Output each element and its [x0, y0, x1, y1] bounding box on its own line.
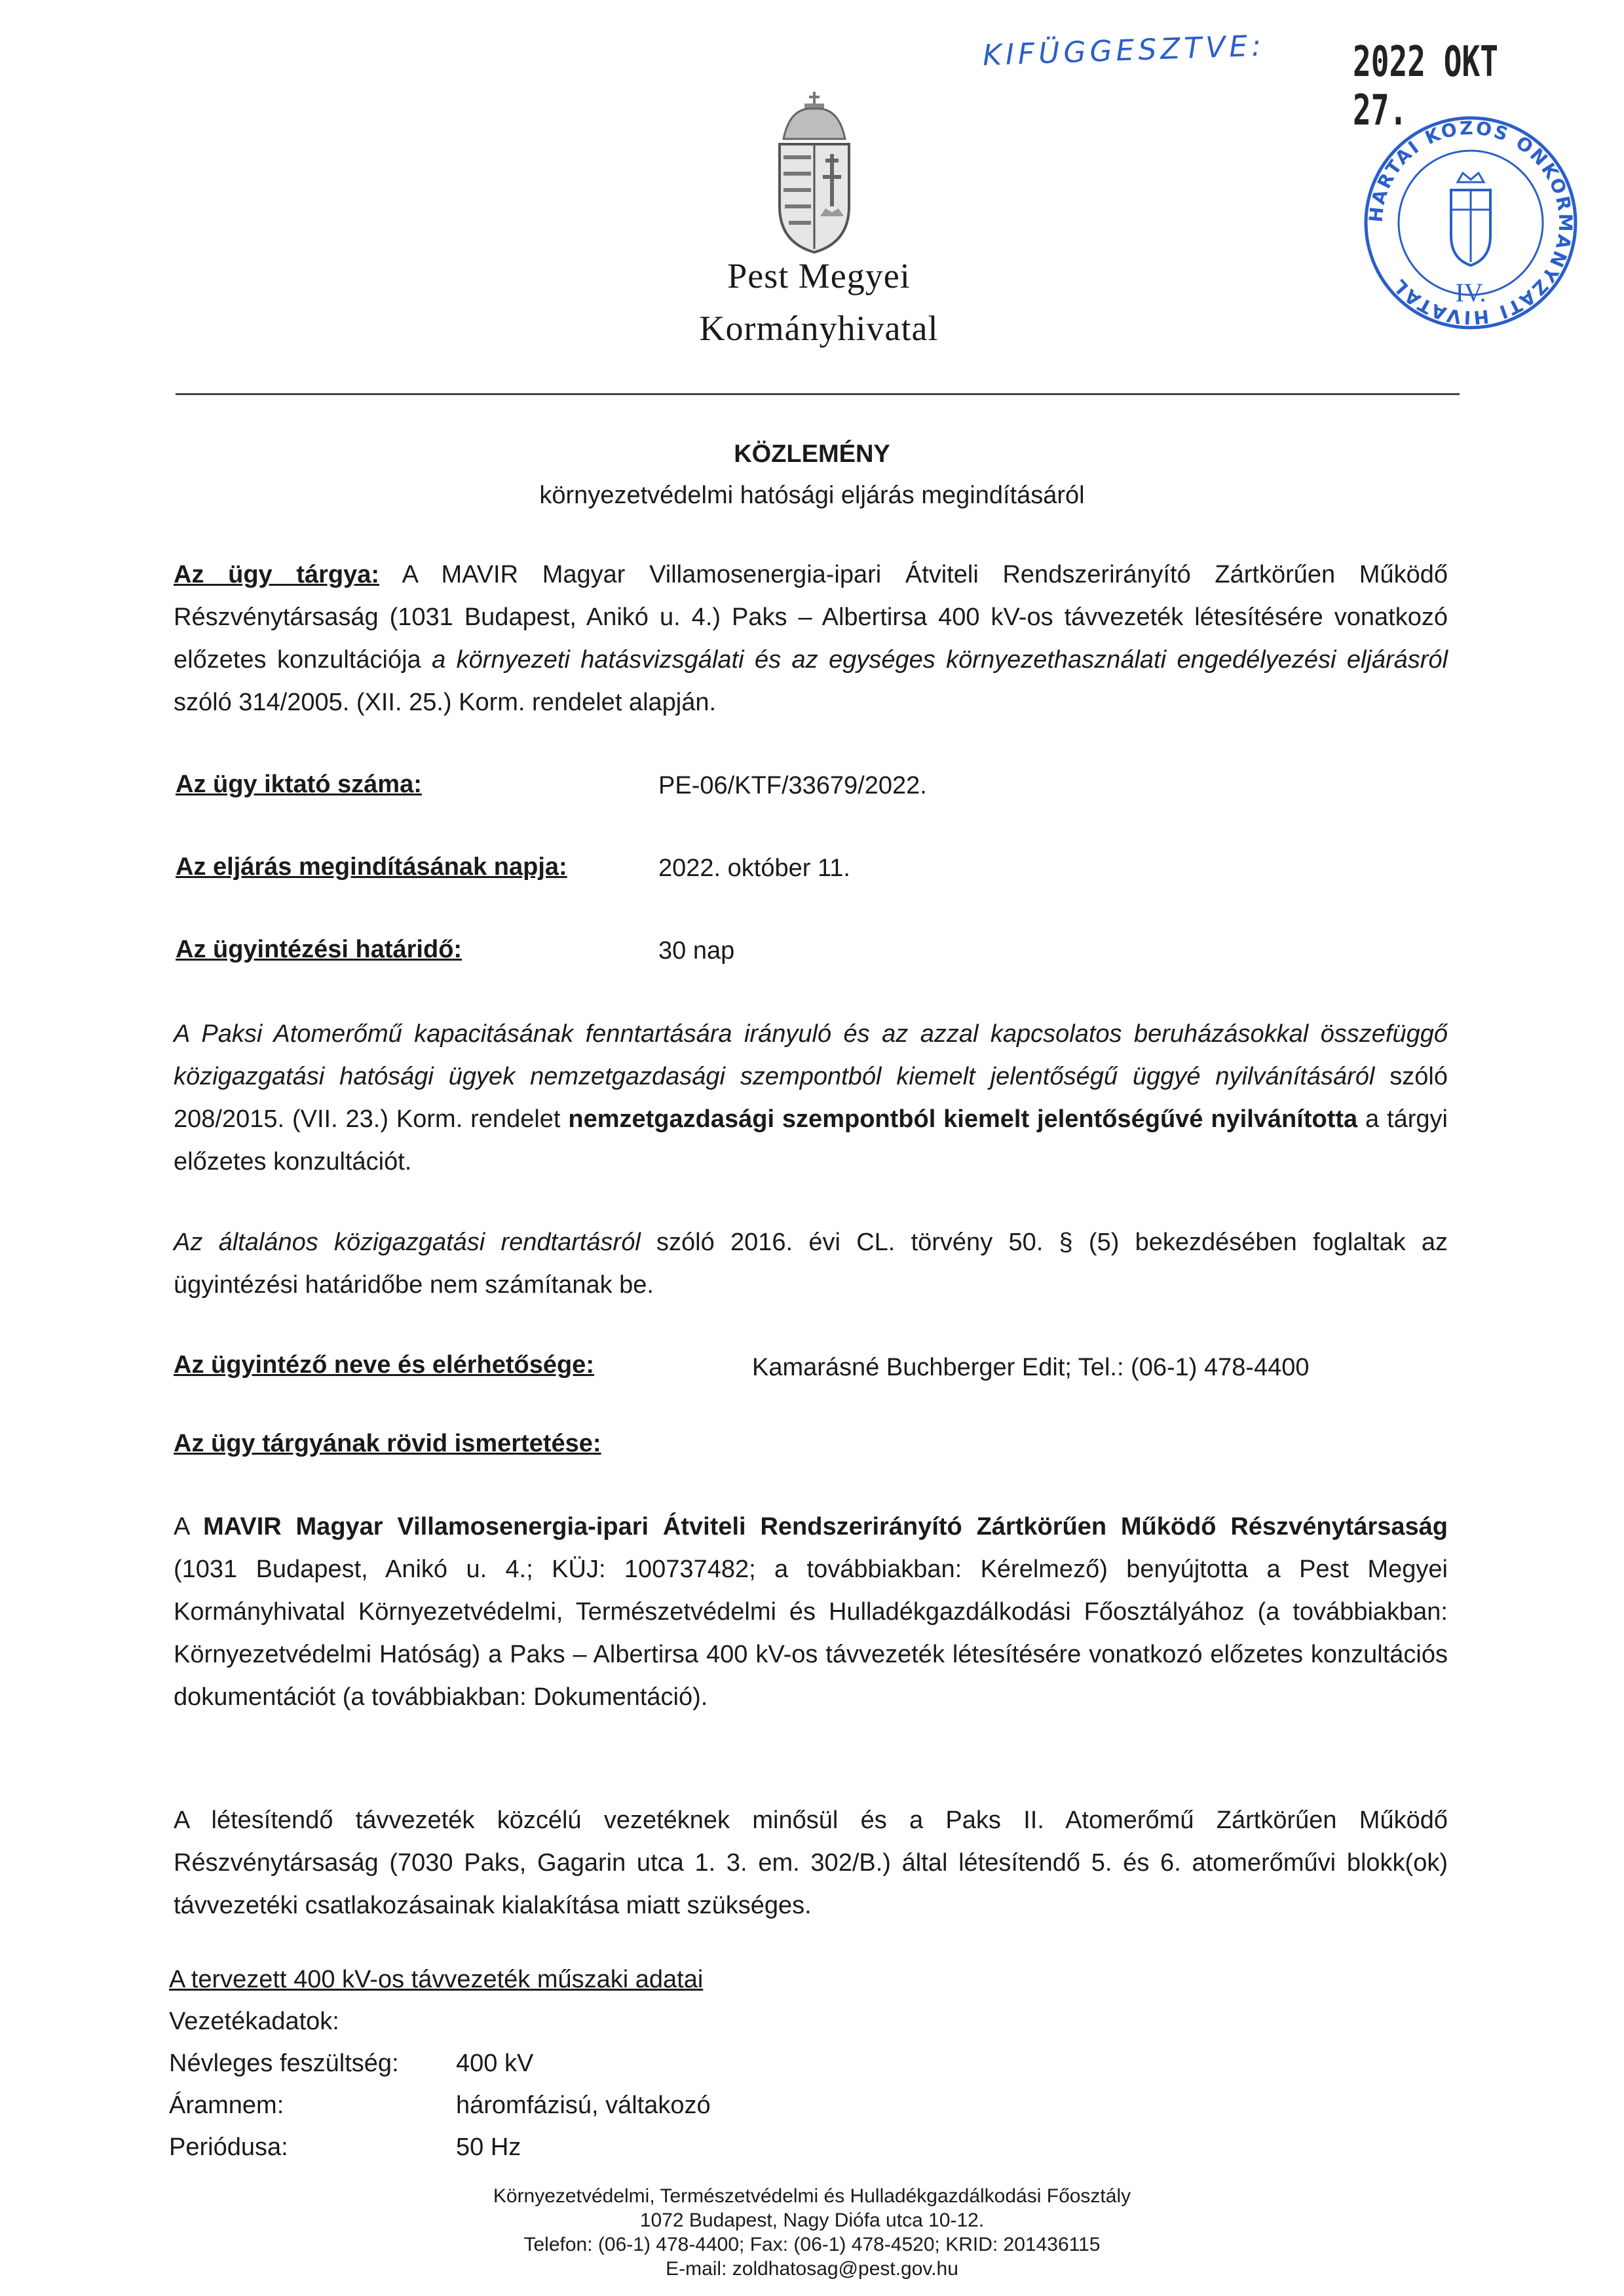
summary-company-name: MAVIR Magyar Villamosenergia-ipari Átviteli Rendszerirányító Zártkörűen Működő Részvénytársaság — [203, 1513, 1448, 1540]
tech-row-frequency-key: Periódusa: — [169, 2133, 288, 2161]
header-divider — [176, 393, 1460, 395]
paks-decree-ref: szóló 208/2015. (VII. 23.) Korm. rendelet — [174, 1063, 1448, 1133]
footer-email[interactable]: E-mail: zoldhatosag@pest.gov.hu — [666, 2258, 958, 2280]
field-value-case-number: PE-06/KTF/33679/2022. — [658, 772, 927, 799]
law-title: Az általános közigazgatási rendtartásról — [174, 1229, 641, 1256]
tech-data-heading: A tervezett 400 kV-os távvezeték műszaki adatai — [169, 1966, 704, 1993]
law-paragraph — [174, 1221, 1448, 1307]
law-text: szóló 2016. évi CL. törvény 50. § (5) bekezdésében foglaltak az ügyintézési határidőbe nem számítanak be. — [174, 1229, 1448, 1299]
hungarian-coat-of-arms-icon — [765, 92, 863, 256]
handwritten-annotation: KIFÜGGESZTVE: — [982, 29, 1266, 73]
subject-label: Az ügy tárgya: — [174, 561, 380, 588]
tech-row-voltage-value: 400 kV — [456, 2050, 534, 2077]
paks-decree-emphasis: nemzetgazdasági szempontból kiemelt jelentőségűvé nyilvánította — [568, 1105, 1358, 1133]
office-name-line2: Kormányhivatal — [699, 309, 939, 348]
field-value-deadline: 30 nap — [658, 937, 735, 965]
document-subtitle: környezetvédelmi hatósági eljárás megindításáról — [539, 482, 1085, 509]
subject-paragraph — [174, 554, 1448, 724]
tech-row-current-value: háromfázisú, váltakozó — [456, 2092, 711, 2119]
field-label-start-date: Az eljárás megindításának napja: — [176, 853, 567, 881]
tech-row-frequency-value: 50 Hz — [456, 2133, 521, 2161]
tech-row-current-key: Áramnem: — [169, 2092, 284, 2119]
summary-paragraph — [174, 1506, 1448, 1719]
summary-text: (1031 Budapest, Anikó u. 4.; KÜJ: 100737482; a továbbiakban: Kérelmező) benyújtotta a Pest Megyei Kormányhivatal Környezetvédelmi, Természetvédelmi és Hulladékgazdálkodási Főosztályához (a továbbiakban: Környezetvédelmi Hatóság) a Paks – Albertirsa 400 kV-os távvezeték létesítésére vonatkozó előzetes konzultációs dokumentációt (a továbbiakban: Dokumentáció). — [174, 1556, 1448, 1711]
summary-label: Az ügy tárgyának rövid ismertetése: — [174, 1430, 601, 1457]
field-label-deadline: Az ügyintézési határidő: — [176, 936, 463, 963]
line-purpose-paragraph: A létesítendő távvezeték közcélú vezetéknek minősül és a Paks II. Atomerőmű Zártkörűen Működő Részvénytársaság (7030 Paks, Gagarin utca 1. 3. em. 302/B.) által létesítendő 5. és 6. atomerőművi blokk(ok) távvezetéki csatlakozásainak kialakítása miatt szükséges. — [174, 1807, 1448, 1919]
tech-row-voltage-key: Névleges feszültség: — [169, 2050, 399, 2077]
round-office-stamp — [1359, 111, 1582, 334]
summary-prefix: A — [174, 1513, 204, 1540]
stamp-number: IV. — [1455, 278, 1486, 307]
stamp-crest-icon — [1451, 173, 1490, 265]
footer-department: Környezetvédelmi, Természetvédelmi és Hulladékgazdálkodási Főosztály — [493, 2185, 1131, 2207]
document-title: KÖZLEMÉNY — [734, 440, 890, 468]
contact-value: Kamarásné Buchberger Edit; Tel.: (06-1) 478-4400 — [752, 1354, 1310, 1381]
subject-text-end: szóló 314/2005. (XII. 25.) Korm. rendelet alapján. — [174, 689, 717, 716]
stamp-ring-text: HARTAI KÖZÖS ÖNKORMÁNYZATI HIVATAL — [1365, 117, 1577, 329]
field-label-case-number: Az ügy iktató száma: — [176, 771, 422, 798]
subject-law-title: a környezeti hatásvizsgálati és az egységes környezethasználati engedélyezési eljárásról — [432, 646, 1448, 674]
contact-label: Az ügyintéző neve és elérhetősége: — [174, 1351, 594, 1379]
field-value-start-date: 2022. október 11. — [658, 854, 850, 882]
office-name-line1: Pest Megyei — [727, 256, 911, 296]
paks-decree-paragraph — [174, 1013, 1448, 1183]
paks-decree-title: A Paksi Atomerőmű kapacitásának fenntartására irányuló és az azzal kapcsolatos beruházásokkal összefüggő közigazgatási hatósági ügyek nemzetgazdasági szempontból kiemelt jelentőségű üggyé nyilvánításáról — [174, 1020, 1448, 1090]
tech-data-subheading: Vezetékadatok: — [169, 2008, 339, 2035]
footer-address: 1072 Budapest, Nagy Diófa utca 10-12. — [639, 2210, 985, 2231]
received-date-stamp: 2022 OKT 27. — [1353, 38, 1498, 135]
footer-phone: Telefon: (06-1) 478-4400; Fax: (06-1) 478-4520; KRID: 201436115 — [523, 2234, 1101, 2255]
paks-decree-tail: a tárgyi előzetes konzultációt. — [174, 1105, 1448, 1176]
subject-text: A MAVIR Magyar Villamosenergia-ipari Átviteli Rendszerirányító Zártkörűen Működő Részvénytársaság (1031 Budapest, Anikó u. 4.) Paks – Albertirsa 400 kV-os távvezeték létesítésére vonatkozó előzetes konzultációja — [174, 561, 1448, 674]
